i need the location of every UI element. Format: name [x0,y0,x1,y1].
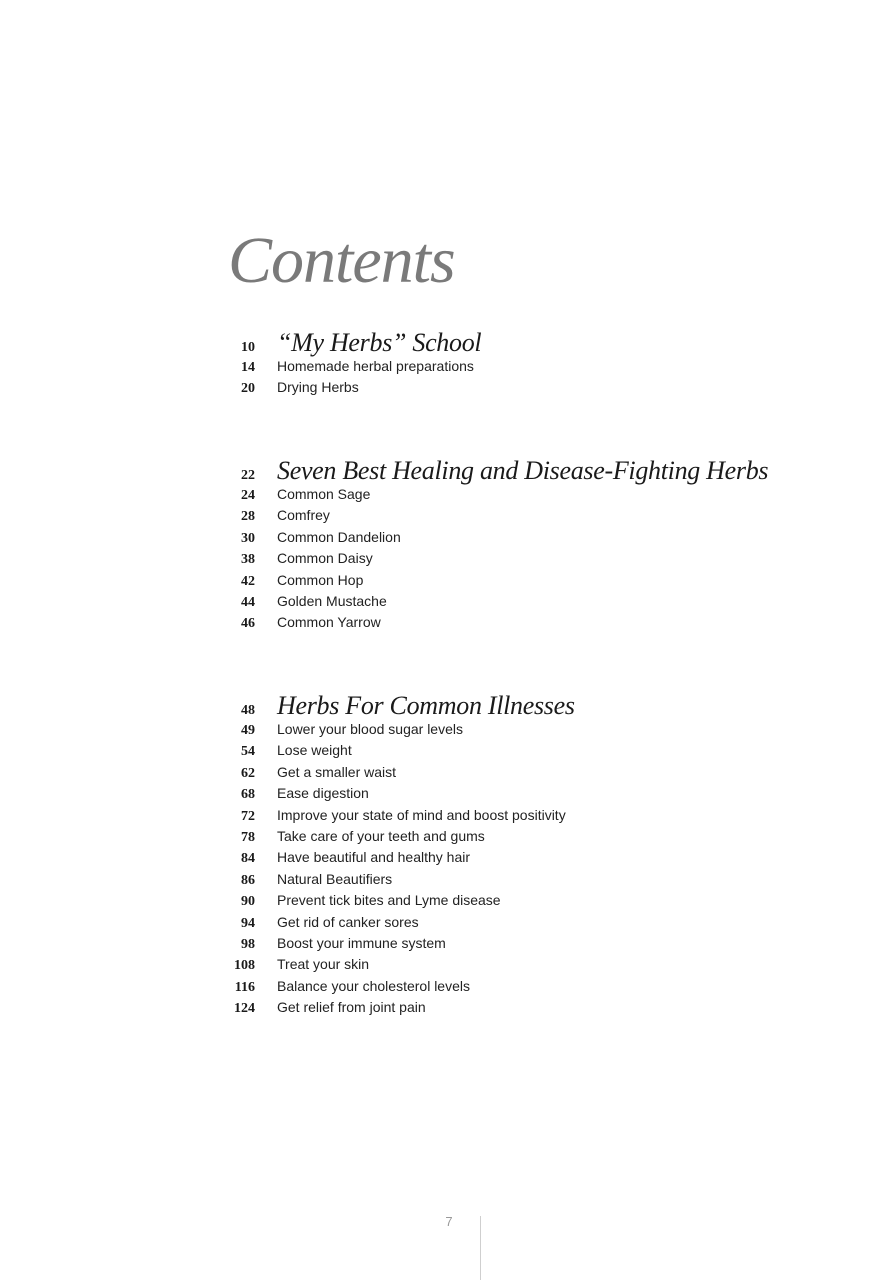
toc-entry-label: Ease digestion [277,785,369,802]
toc-page-number: 22 [241,468,255,483]
toc-entry-label: Take care of your teeth and gums [277,827,485,844]
toc-page-number: 72 [241,808,255,824]
toc-entry[interactable] [228,379,788,400]
toc-section-heading: Herbs For Common Illnesses [277,691,575,720]
toc-page-number: 10 [241,340,255,355]
toc-page-number: 28 [241,509,255,525]
toc-entry[interactable] [228,871,788,892]
toc-entry-label: Drying Herbs [277,379,359,396]
toc-entry-label: Have beautiful and healthy hair [277,849,471,866]
toc-section-common-illnesses [228,691,788,1020]
toc-entry[interactable] [228,785,788,806]
toc-entry[interactable] [228,978,788,999]
toc-page-number: 54 [241,744,255,760]
toc-section-heading-row[interactable] [228,456,788,486]
toc-page-number: 94 [241,915,255,931]
toc-entry[interactable] [228,358,788,379]
toc-entry-label: Common Dandelion [277,528,401,545]
toc-entry[interactable] [228,956,788,977]
toc-page-number: 90 [241,894,255,910]
toc-page-number: 30 [241,530,255,546]
toc-entry-label: Improve your state of mind and boost positivity [277,806,566,823]
toc-entry-label: Lose weight [277,742,352,759]
toc-page-number: 20 [241,381,255,397]
toc-entry-label: Get a smaller waist [277,763,397,780]
toc-section-heading-row[interactable] [228,691,788,721]
toc-section-heading: Seven Best Healing and Disease-Fighting Herbs [277,456,769,485]
toc-entry-label: Treat your skin [277,956,370,973]
toc-entry[interactable] [228,529,788,550]
toc-entry-label: Prevent tick bites and Lyme disease [277,892,501,909]
toc-page-number: 38 [241,552,255,568]
toc-page-number: 84 [241,851,255,867]
toc-entry[interactable] [228,892,788,913]
toc-entry[interactable] [228,572,788,593]
toc-entry[interactable] [228,507,788,528]
toc-entry[interactable] [228,935,788,956]
toc-entry-label: Golden Mustache [277,592,387,609]
toc-entry-label: Balance your cholesterol levels [277,977,470,994]
toc-entry-label: Homemade herbal preparations [277,358,474,374]
toc-entry[interactable] [228,486,788,507]
toc-entry-label: Common Sage [277,486,371,502]
toc-entry-label: Get relief from joint pain [277,999,426,1016]
toc-entry-label: Common Hop [277,571,364,588]
toc-entry[interactable] [228,742,788,763]
toc-page-number: 42 [241,573,255,589]
toc-page-number: 98 [241,936,255,952]
toc-page-number: 46 [241,616,255,632]
toc-page-number: 48 [241,703,255,718]
toc-entry[interactable] [228,550,788,571]
toc-entry[interactable] [228,849,788,870]
toc-entry[interactable] [228,807,788,828]
toc-entry-label: Natural Beautifiers [277,870,393,887]
footer-divider [480,1216,481,1280]
toc-section-heading-row[interactable] [228,328,788,358]
toc-entry-label: Get rid of canker sores [277,913,419,930]
toc-entry-label: Comfrey [277,507,330,524]
toc-page-number: 124 [234,1001,255,1017]
toc-page-number: 86 [241,872,255,888]
page-number: 7 [445,1214,453,1229]
toc-entry-label: Lower your blood sugar levels [277,721,463,737]
toc-page-number: 68 [241,787,255,803]
toc-entry[interactable] [228,914,788,935]
toc-page-number: 108 [234,958,255,974]
page-title: Contents [228,224,455,297]
toc-entry-label: Boost your immune system [277,934,446,951]
toc-page-number: 49 [241,723,255,738]
toc-page-number: 78 [241,829,255,845]
toc-entry[interactable] [228,764,788,785]
toc-page-number: 44 [241,594,255,610]
toc-entry[interactable] [228,614,788,635]
toc-entry[interactable] [228,828,788,849]
toc-entry[interactable] [228,999,788,1020]
toc-section-my-herbs-school [228,328,788,401]
toc-entry-label: Common Daisy [277,550,373,567]
toc-page-number: 24 [241,488,255,503]
toc-page-number: 14 [241,360,255,375]
toc-page-number: 62 [241,765,255,781]
toc-entry[interactable] [228,593,788,614]
toc-page-number: 116 [234,979,255,995]
toc-entry[interactable] [228,721,788,742]
toc-section-heading: “My Herbs” School [277,328,482,357]
toc-section-healing-herbs [228,456,788,636]
toc-entry-label: Common Yarrow [277,614,381,631]
